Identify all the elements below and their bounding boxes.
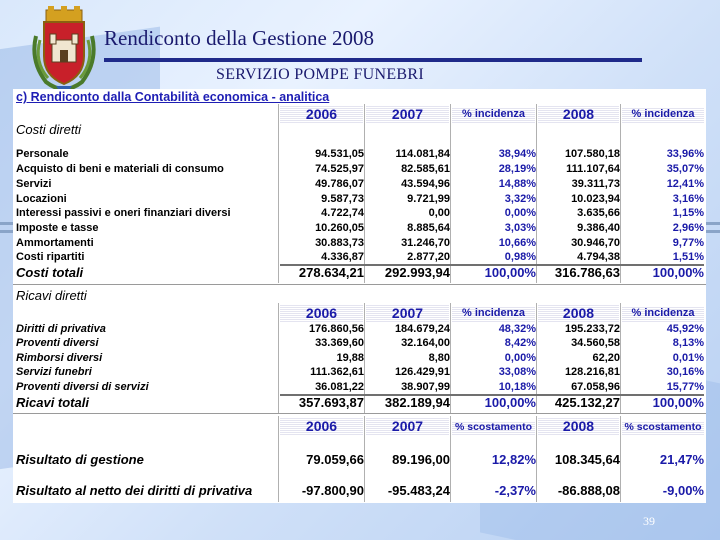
- cell-incidenza-2007: 0,00%: [504, 207, 536, 219]
- cell-2007: 126.429,91: [394, 366, 450, 378]
- table-row: [16, 222, 704, 236]
- cell-2007: 32.164,00: [401, 337, 450, 349]
- section-divider: [13, 413, 706, 414]
- col-header-incidenza-2007: % incidenza: [452, 307, 535, 323]
- cell-2006: 9.587,73: [321, 193, 364, 205]
- cell-incidenza-2007: 8,42%: [504, 337, 536, 349]
- total-incidenza-2008: 100,00%: [652, 395, 704, 410]
- row-label: Locazioni: [16, 193, 67, 205]
- table-row: [16, 193, 704, 207]
- cell-incidenza-2007: 28,19%: [498, 163, 536, 175]
- result-row: [16, 452, 704, 470]
- section-divider: [13, 284, 706, 285]
- cell-incidenza-2008: 15,77%: [666, 381, 704, 393]
- decor-line: [0, 230, 14, 233]
- row-label: Ammortamenti: [16, 237, 94, 249]
- col-header-2008: 2008: [538, 305, 619, 323]
- total-label: Costi totali: [16, 265, 84, 280]
- cell-2006: 49.786,07: [315, 178, 364, 190]
- cell-2007: 43.594,96: [401, 178, 450, 190]
- result-scostamento-2007: 12,82%: [491, 452, 536, 467]
- result-label: Risultato di gestione: [16, 452, 144, 467]
- table-row: [16, 323, 704, 337]
- cell-2007: 31.246,70: [401, 237, 450, 249]
- group-label-costi-diretti: Costi diretti: [16, 122, 82, 137]
- col-header-incidenza-2007: % incidenza: [452, 108, 535, 124]
- cell-incidenza-2008: 3,16%: [672, 193, 704, 205]
- total-2006: 357.693,87: [298, 395, 364, 410]
- cell-2007: 82.585,61: [401, 163, 450, 175]
- total-2007: 382.189,94: [384, 395, 450, 410]
- cell-2007: 184.679,24: [394, 323, 450, 335]
- cell-incidenza-2007: 48,32%: [498, 323, 536, 335]
- col-header-2007: 2007: [366, 418, 449, 436]
- cell-2008: 111.107,64: [566, 163, 620, 175]
- col-header-incidenza-2008: % incidenza: [622, 108, 704, 124]
- result-2008: -86.888,08: [557, 483, 620, 498]
- cell-2006: 36.081,22: [315, 381, 364, 393]
- result-2007: -95.483,24: [387, 483, 450, 498]
- cell-incidenza-2007: 33,08%: [498, 366, 536, 378]
- cell-2006: 4.722,74: [321, 207, 364, 219]
- decor-line: [704, 222, 720, 225]
- total-2006: 278.634,21: [298, 265, 364, 280]
- result-scostamento-2007: -2,37%: [494, 483, 536, 498]
- cell-2007: 8,80: [428, 352, 450, 364]
- cell-incidenza-2007: 0,00%: [504, 352, 536, 364]
- cell-2008: 9.386,40: [577, 222, 620, 234]
- result-2008: 108.345,64: [554, 452, 620, 467]
- cell-incidenza-2008: 2,96%: [672, 222, 704, 234]
- cell-2008: 128.216,81: [564, 366, 620, 378]
- table-row: [16, 148, 704, 162]
- table-row: [16, 237, 704, 251]
- row-label: Costi ripartiti: [16, 251, 85, 263]
- cell-2008: 62,20: [592, 352, 620, 364]
- cell-2006: 111.362,61: [310, 366, 364, 378]
- cell-incidenza-2007: 38,94%: [498, 148, 536, 160]
- row-label: Rimborsi diversi: [16, 352, 103, 364]
- section-title: c) Rendiconto dalla Contabilità economica - analitica: [16, 90, 330, 104]
- total-2007: 292.993,94: [384, 265, 450, 280]
- col-header-2007: 2007: [366, 106, 449, 124]
- cell-incidenza-2008: 33,96%: [666, 148, 704, 160]
- cell-2007: 38.907,99: [401, 381, 450, 393]
- table-row: [16, 251, 704, 265]
- total-2008: 316.786,63: [554, 265, 620, 280]
- cell-2006: 30.883,73: [315, 237, 364, 249]
- table-row: [16, 207, 704, 221]
- row-label: Proventi diversi: [16, 337, 99, 349]
- col-header-scostamento-2007: % scostamento: [452, 421, 535, 436]
- cell-2006: 19,88: [336, 352, 364, 364]
- cell-incidenza-2008: 8,13%: [672, 337, 704, 349]
- result-2006: -97.800,90: [301, 483, 364, 498]
- decor-line: [704, 230, 720, 233]
- cell-2006: 33.369,60: [315, 337, 364, 349]
- row-label: Diritti di privativa: [16, 323, 106, 335]
- slide-title: Rendiconto della Gestione 2008: [104, 26, 375, 50]
- row-label: Imposte e tasse: [16, 222, 99, 234]
- col-header-2006: 2006: [280, 305, 363, 323]
- cell-2007: 114.081,84: [395, 148, 450, 160]
- cell-incidenza-2008: 30,16%: [666, 366, 704, 378]
- cell-incidenza-2007: 3,03%: [504, 222, 536, 234]
- cell-incidenza-2007: 10,18%: [498, 381, 536, 393]
- cell-2006: 74.525,97: [315, 163, 364, 175]
- row-label: Acquisto di beni e materiali di consumo: [16, 163, 224, 175]
- result-2006: 79.059,66: [306, 452, 364, 467]
- cell-incidenza-2008: 45,92%: [666, 323, 704, 335]
- total-incidenza-2008: 100,00%: [652, 265, 704, 280]
- cell-2006: 10.260,05: [315, 222, 364, 234]
- cell-2008: 67.058,96: [571, 381, 620, 393]
- table-row: [16, 352, 704, 366]
- cell-2008: 34.560,58: [571, 337, 620, 349]
- col-header-incidenza-2008: % incidenza: [622, 307, 704, 323]
- col-header-2006: 2006: [280, 418, 363, 436]
- row-label: Servizi funebri: [16, 366, 92, 378]
- cell-incidenza-2008: 12,41%: [666, 178, 704, 190]
- cell-2008: 10.023,94: [571, 193, 620, 205]
- cell-2006: 4.336,87: [321, 251, 364, 263]
- cell-2008: 107.580,18: [564, 148, 620, 160]
- cell-2008: 30.946,70: [571, 237, 620, 249]
- col-header-2008: 2008: [538, 418, 619, 436]
- total-row: [16, 395, 704, 413]
- cell-incidenza-2008: 0,01%: [672, 352, 704, 364]
- result-label: Risultato al netto dei diritti di privativa: [16, 483, 253, 498]
- title-underline: [104, 58, 642, 62]
- result-row: [16, 483, 704, 501]
- row-label: Interessi passivi e oneri finanziari diversi: [16, 207, 231, 219]
- col-header-scostamento-2008: % scostamento: [622, 421, 704, 436]
- table-row: [16, 381, 704, 395]
- table-row: [16, 163, 704, 177]
- cell-incidenza-2008: 35,07%: [666, 163, 704, 175]
- col-header-2006: 2006: [280, 106, 363, 124]
- cell-2007: 2.877,20: [407, 251, 450, 263]
- total-incidenza-2007: 100,00%: [484, 265, 536, 280]
- table-row: [16, 178, 704, 192]
- cell-2007: 8.885,64: [407, 222, 450, 234]
- total-incidenza-2007: 100,00%: [484, 395, 536, 410]
- group-label-ricavi-diretti: Ricavi diretti: [16, 288, 87, 303]
- slide-subtitle: SERVIZIO POMPE FUNEBRI: [216, 66, 425, 83]
- cell-incidenza-2007: 10,66%: [498, 237, 536, 249]
- table-row: [16, 337, 704, 351]
- result-scostamento-2008: 21,47%: [659, 452, 704, 467]
- cell-incidenza-2007: 14,88%: [498, 178, 536, 190]
- coat-of-arms-icon: [28, 6, 100, 94]
- result-scostamento-2008: -9,00%: [662, 483, 704, 498]
- cell-2007: 9.721,99: [407, 193, 450, 205]
- cell-2008: 4.794,38: [577, 251, 620, 263]
- decor-line: [0, 222, 14, 225]
- cell-2007: 0,00: [428, 207, 450, 219]
- cell-incidenza-2007: 3,32%: [504, 193, 536, 205]
- cell-2008: 39.311,73: [571, 178, 620, 190]
- total-row: [16, 265, 704, 283]
- row-label: Servizi: [16, 178, 52, 190]
- row-label: Personale: [16, 148, 69, 160]
- table-row: [16, 366, 704, 380]
- cell-incidenza-2008: 9,77%: [672, 237, 704, 249]
- cell-incidenza-2008: 1,15%: [672, 207, 704, 219]
- col-header-2008: 2008: [538, 106, 619, 124]
- cell-2008: 3.635,66: [577, 207, 620, 219]
- cell-incidenza-2007: 0,98%: [504, 251, 536, 263]
- cell-2006: 94.531,05: [315, 148, 364, 160]
- cell-2008: 195.233,72: [564, 323, 620, 335]
- page-number: 39: [643, 514, 655, 528]
- col-header-2007: 2007: [366, 305, 449, 323]
- total-label: Ricavi totali: [16, 395, 89, 410]
- total-2008: 425.132,27: [554, 395, 620, 410]
- result-2007: 89.196,00: [392, 452, 450, 467]
- cell-incidenza-2008: 1,51%: [672, 251, 704, 263]
- row-label: Proventi diversi di servizi: [16, 381, 149, 393]
- cell-2006: 176.860,56: [308, 323, 364, 335]
